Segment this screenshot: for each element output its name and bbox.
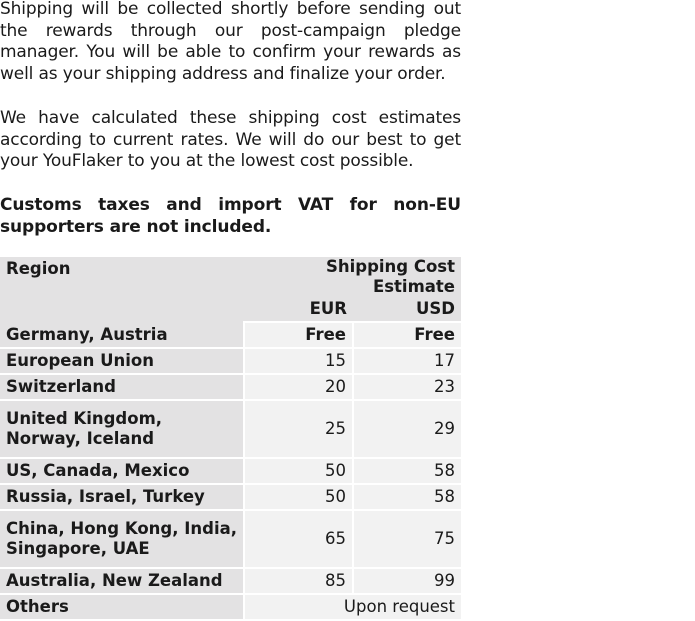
table-row bbox=[0, 458, 461, 484]
region-cell: China, Hong Kong, India, Singapore, UAE bbox=[0, 510, 244, 568]
region-cell: Switzerland bbox=[0, 374, 244, 400]
table-row bbox=[0, 374, 461, 400]
usd-cell: 58 bbox=[353, 484, 461, 510]
table-row bbox=[0, 348, 461, 374]
table-row bbox=[0, 484, 461, 510]
region-cell: United Kingdom, Norway, Iceland bbox=[0, 400, 244, 458]
usd-cell: 99 bbox=[353, 568, 461, 594]
customs-note: Customs taxes and import VAT for non-EU supporters are not included. bbox=[0, 194, 461, 237]
table-row-others bbox=[0, 594, 461, 620]
table-row bbox=[0, 568, 461, 594]
eur-cell: 15 bbox=[244, 348, 353, 374]
region-cell: European Union bbox=[0, 348, 244, 374]
region-cell: US, Canada, Mexico bbox=[0, 458, 244, 484]
eur-cell: 25 bbox=[244, 400, 353, 458]
region-cell: Russia, Israel, Turkey bbox=[0, 484, 244, 510]
header-shipping-cost-estimate: Shipping Cost Estimate bbox=[244, 257, 461, 297]
eur-cell: 20 bbox=[244, 374, 353, 400]
eur-cell: 65 bbox=[244, 510, 353, 568]
usd-cell: 58 bbox=[353, 458, 461, 484]
header-eur: EUR bbox=[244, 297, 353, 322]
eur-cell: Free bbox=[244, 322, 353, 348]
region-cell: Germany, Austria bbox=[0, 322, 244, 348]
shipping-cost-table bbox=[0, 257, 461, 621]
others-value-cell: Upon request bbox=[244, 594, 461, 620]
usd-cell: 29 bbox=[353, 400, 461, 458]
shipping-collected-paragraph: Shipping will be collected shortly before sending out the rewards through our post-campaign pledge manager. You will be able to confirm your rewards as well as your shipping address and finalize your order. bbox=[0, 0, 461, 85]
table-row bbox=[0, 510, 461, 568]
usd-cell: 75 bbox=[353, 510, 461, 568]
usd-cell: Free bbox=[353, 322, 461, 348]
region-cell: Australia, New Zealand bbox=[0, 568, 244, 594]
table-row bbox=[0, 400, 461, 458]
usd-cell: 17 bbox=[353, 348, 461, 374]
eur-cell: 85 bbox=[244, 568, 353, 594]
eur-cell: 50 bbox=[244, 484, 353, 510]
header-usd: USD bbox=[353, 297, 461, 322]
eur-cell: 50 bbox=[244, 458, 353, 484]
header-region: Region bbox=[0, 257, 244, 322]
table-row bbox=[0, 322, 461, 348]
region-cell: Others bbox=[0, 594, 244, 620]
shipping-info bbox=[0, 0, 461, 238]
estimates-paragraph: We have calculated these shipping cost estimates according to current rates. We will do our best to get your YouFlaker to you at the lowest cost possible. bbox=[0, 107, 461, 172]
shipping-cost-table-wrapper bbox=[0, 257, 461, 621]
usd-cell: 23 bbox=[353, 374, 461, 400]
